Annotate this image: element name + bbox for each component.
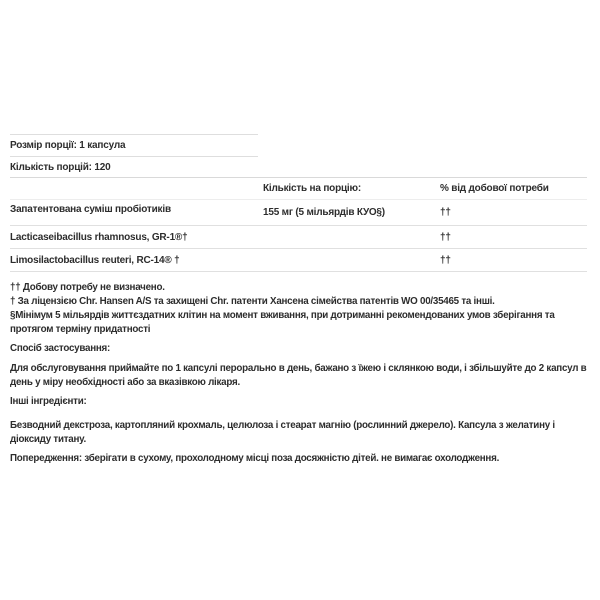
amount-per-serving-header: Кількість на порцію: (263, 183, 361, 194)
table-row (10, 225, 587, 248)
ingredient-daily-value: †† (440, 254, 451, 266)
other-ingredients-heading: Інші інгредієнти: (10, 396, 87, 407)
ingredient-amount: 155 мг (5 мільярдів КУО§) (263, 207, 385, 218)
ingredient-name: Lacticaseibacillus rhamnosus, GR-1®† (10, 231, 188, 243)
servings-per-container-label: Кількість порцій: 120 (10, 161, 111, 173)
directions-heading: Спосіб застосування: (10, 343, 111, 354)
facts-table (10, 177, 587, 272)
footnote-cfu-minimum: §Мінімум 5 мільярдів життєздатних клітин на момент вживання, при дотриманні рекомендованих умов зберігання та протягом терміну придатності (10, 310, 555, 335)
footnotes (10, 281, 595, 337)
serving-info (10, 134, 258, 177)
other-ingredients-text: Безводний декстроза, картопляний крохмаль, целюлоза і стеарат магнію (рослинний джерело). Капсула з желатину і діоксиду титану. (10, 420, 555, 445)
servings-per-container-row (10, 156, 258, 177)
table-row (10, 199, 587, 225)
ingredient-name: Запатентована суміш пробіотиків (10, 204, 171, 215)
daily-value-header: % від добової потреби (440, 183, 549, 194)
ingredient-daily-value: †† (440, 231, 451, 243)
ingredient-daily-value: †† (440, 207, 451, 218)
directions-text: Для обслуговування приймайте по 1 капсулі перорально в день, бажано з їжею і склянкою води, і збільшуйте до 2 капсул в день у міру необхідності або за вказівкою лікаря. (10, 363, 587, 388)
serving-size-row (10, 134, 258, 156)
ingredient-name: Limosilactobacillus reuteri, RC-14® † (10, 254, 180, 266)
facts-table-header-row (10, 177, 587, 199)
table-row (10, 248, 587, 272)
serving-size-label: Розмір порції: 1 капсула (10, 140, 126, 151)
warning-text: Попередження: зберігати в сухому, прохолодному місці поза досяжністю дітей. не вимагає охолодження. (10, 453, 500, 464)
footnote-daily-value: †† Добову потребу не визначено. (10, 282, 165, 293)
footnote-license: † За ліцензією Chr. Hansen A/S та захищені Chr. патенти Хансена сімейства патентів WO 00/35465 та інші. (10, 296, 495, 307)
